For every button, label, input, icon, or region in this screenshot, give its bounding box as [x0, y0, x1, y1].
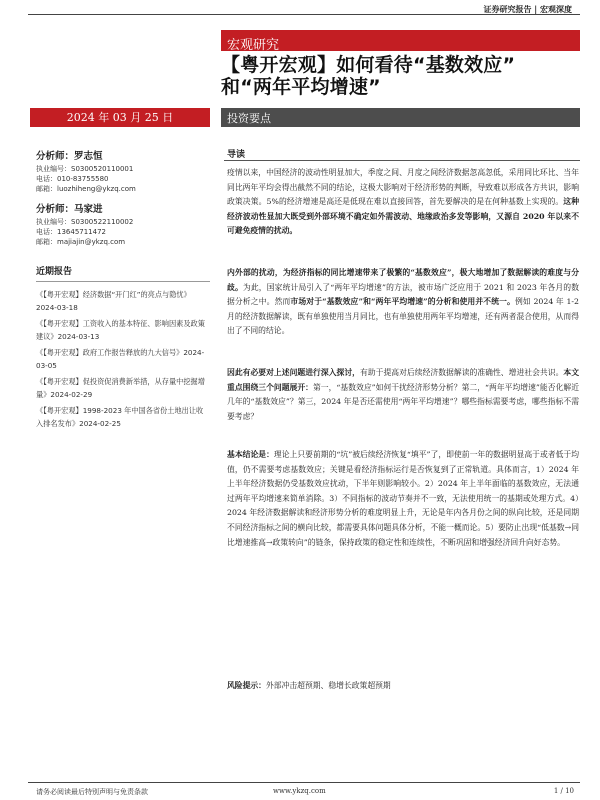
- analyst-license: 执业编号：S0300520110001: [36, 165, 134, 173]
- summary-label: 投资要点: [227, 112, 271, 125]
- report-title-line2: 和“两年平均增速”: [221, 76, 381, 98]
- recent-report-link[interactable]: 《【粤开宏观】促投资促消费新举措，从存量中挖掘增量》2024-02-29: [36, 377, 205, 399]
- risk-text: 外部冲击超预期、稳增长政策超预期: [265, 681, 391, 690]
- website-link[interactable]: www.ykzq.com: [273, 787, 326, 795]
- analyst-email[interactable]: 邮箱：luozhiheng@ykzq.com: [36, 185, 136, 193]
- summary-banner: [221, 108, 580, 127]
- recent-reports: [36, 264, 210, 433]
- recent-report-link[interactable]: 《【粤开宏观】工资收入的基本特征、影响因素及政策建议》2024-03-13: [36, 319, 205, 341]
- page-number: 1 / 10: [553, 787, 574, 795]
- report-date: 2024 年 03 月 25 日: [30, 108, 210, 127]
- recent-report-link[interactable]: 《【粤开宏观】经济数据“开门红”的亮点与隐忧》2024-03-18: [36, 290, 191, 312]
- recent-reports-divider: [36, 281, 210, 282]
- risk-warning: [227, 680, 579, 691]
- body-paragraph-4: 基本结论是：理论上只要前期的“坑”被后续经济恢复“填平”了，即使前一年的数据明显高于或者低于均值，仍不需要考虑基数效应；关键是看经济指标运行是否恢复到了正常轨道。具体而言，1）2024 年上半年经济数据仍受基数效应扰动，下半年则影响较小。2）2024 年上半年面临的基数效应，无法通过两年平均增速来简单消除。3）不同指标的波动节奏并不一致，无法使用统一的基期或处理方式。4）2024 年经济数据解读和经济形势分析的难度明显上升，无论是年内各月份之间的纵向比较，还是同期不同经济指标之间的横向比较，都需要具体问题具体分析，不能一概而论。5）要防止出现“低基数→同比增速推高→政策转向”的链条，保持政策的稳定性和连续性，不断巩固和增强经济回升向好态势。: [227, 450, 579, 547]
- recent-report-link[interactable]: 《【粤开宏观】1998-2023 年中国各省份土地出让收入排名发布》2024-02-25: [36, 406, 204, 428]
- header-divider: [28, 14, 580, 15]
- analyst-block-1: [36, 148, 210, 194]
- recent-reports-title: 近期报告: [36, 267, 73, 277]
- guide-divider: [224, 160, 580, 161]
- risk-label: 风险提示：: [227, 681, 266, 690]
- body-paragraph-2: 内外部的扰动，为经济指标的同比增速带来了极繁的“基数效应”，极大地增加了数据解读的难度与分歧。为此，国家统计局引入了“两年平均增速”的方法，被市场广泛应用于 2021 和 2023 年各月的数据分析之中。然而市场对于“基数效应”和“两年平均增速”的分析和使用并不统一。例如 2024 年 1-2 月的经济数据解读，既有单独使用当月同比，也有单独使用两年平均增速，还有两者混合使用，从而得出了不同的结论。: [227, 268, 580, 336]
- analyst-phone: 电话：010-83755580: [36, 175, 109, 183]
- report-title: [221, 54, 581, 98]
- analyst-license: 执业编号：S0300522110002: [36, 218, 134, 226]
- report-type-header: 证券研究报告 | 宏观深度: [483, 4, 572, 14]
- disclaimer-note: 请务必阅读最后特别声明与免责条款: [36, 788, 148, 796]
- analyst-name: 分析师：马家进: [36, 204, 103, 215]
- analyst-name: 分析师：罗志恒: [36, 151, 103, 162]
- analyst-block-2: [36, 201, 210, 247]
- analyst-email[interactable]: 邮箱：majiajin@ykzq.com: [36, 238, 126, 246]
- guide-heading: 导读: [227, 150, 246, 160]
- analyst-phone: 电话：13645711472: [36, 228, 106, 236]
- body-paragraph-3: 因此有必要对上述问题进行深入探讨，有助于提高对后续经济数据解读的准确性、增进社会共识。本文重点围绕三个问题展开：第一，“基数效应”如何干扰经济形势分析？第二，“两年平均增速”能否化解近几年的“基数效应”？第三，2024 年是否还需使用“两年平均增速”？哪些指标需要考虑，哪些指标不需要考虑？: [227, 368, 580, 421]
- body-paragraph-1: 疫情以来，中国经济的波动性明显加大，季度之间、月度之间经济数据忽高忽低，采用同比环比、当年同比两年平均会得出截然不同的结论，这极大影响对于经济形势的判断，导致难以形成各方共识，影响政策决策。5%的经济增速是高还是低现在难以直接回答，首先要解决的是在何种基数上实现的。这种经济波动性显加大既受到外部环境不确定如外需波动、地缘政治多发等影响，又源自 2020 年以来不可避免疫情的扰动。: [227, 168, 579, 236]
- category-label: 宏观研究: [227, 38, 280, 53]
- recent-report-link[interactable]: 《【粤开宏观】政府工作报告释放的九大信号》2024-03-05: [36, 348, 205, 370]
- footer-divider: [28, 782, 580, 783]
- report-title-line1: 【粤开宏观】如何看待“基数效应”: [221, 54, 516, 76]
